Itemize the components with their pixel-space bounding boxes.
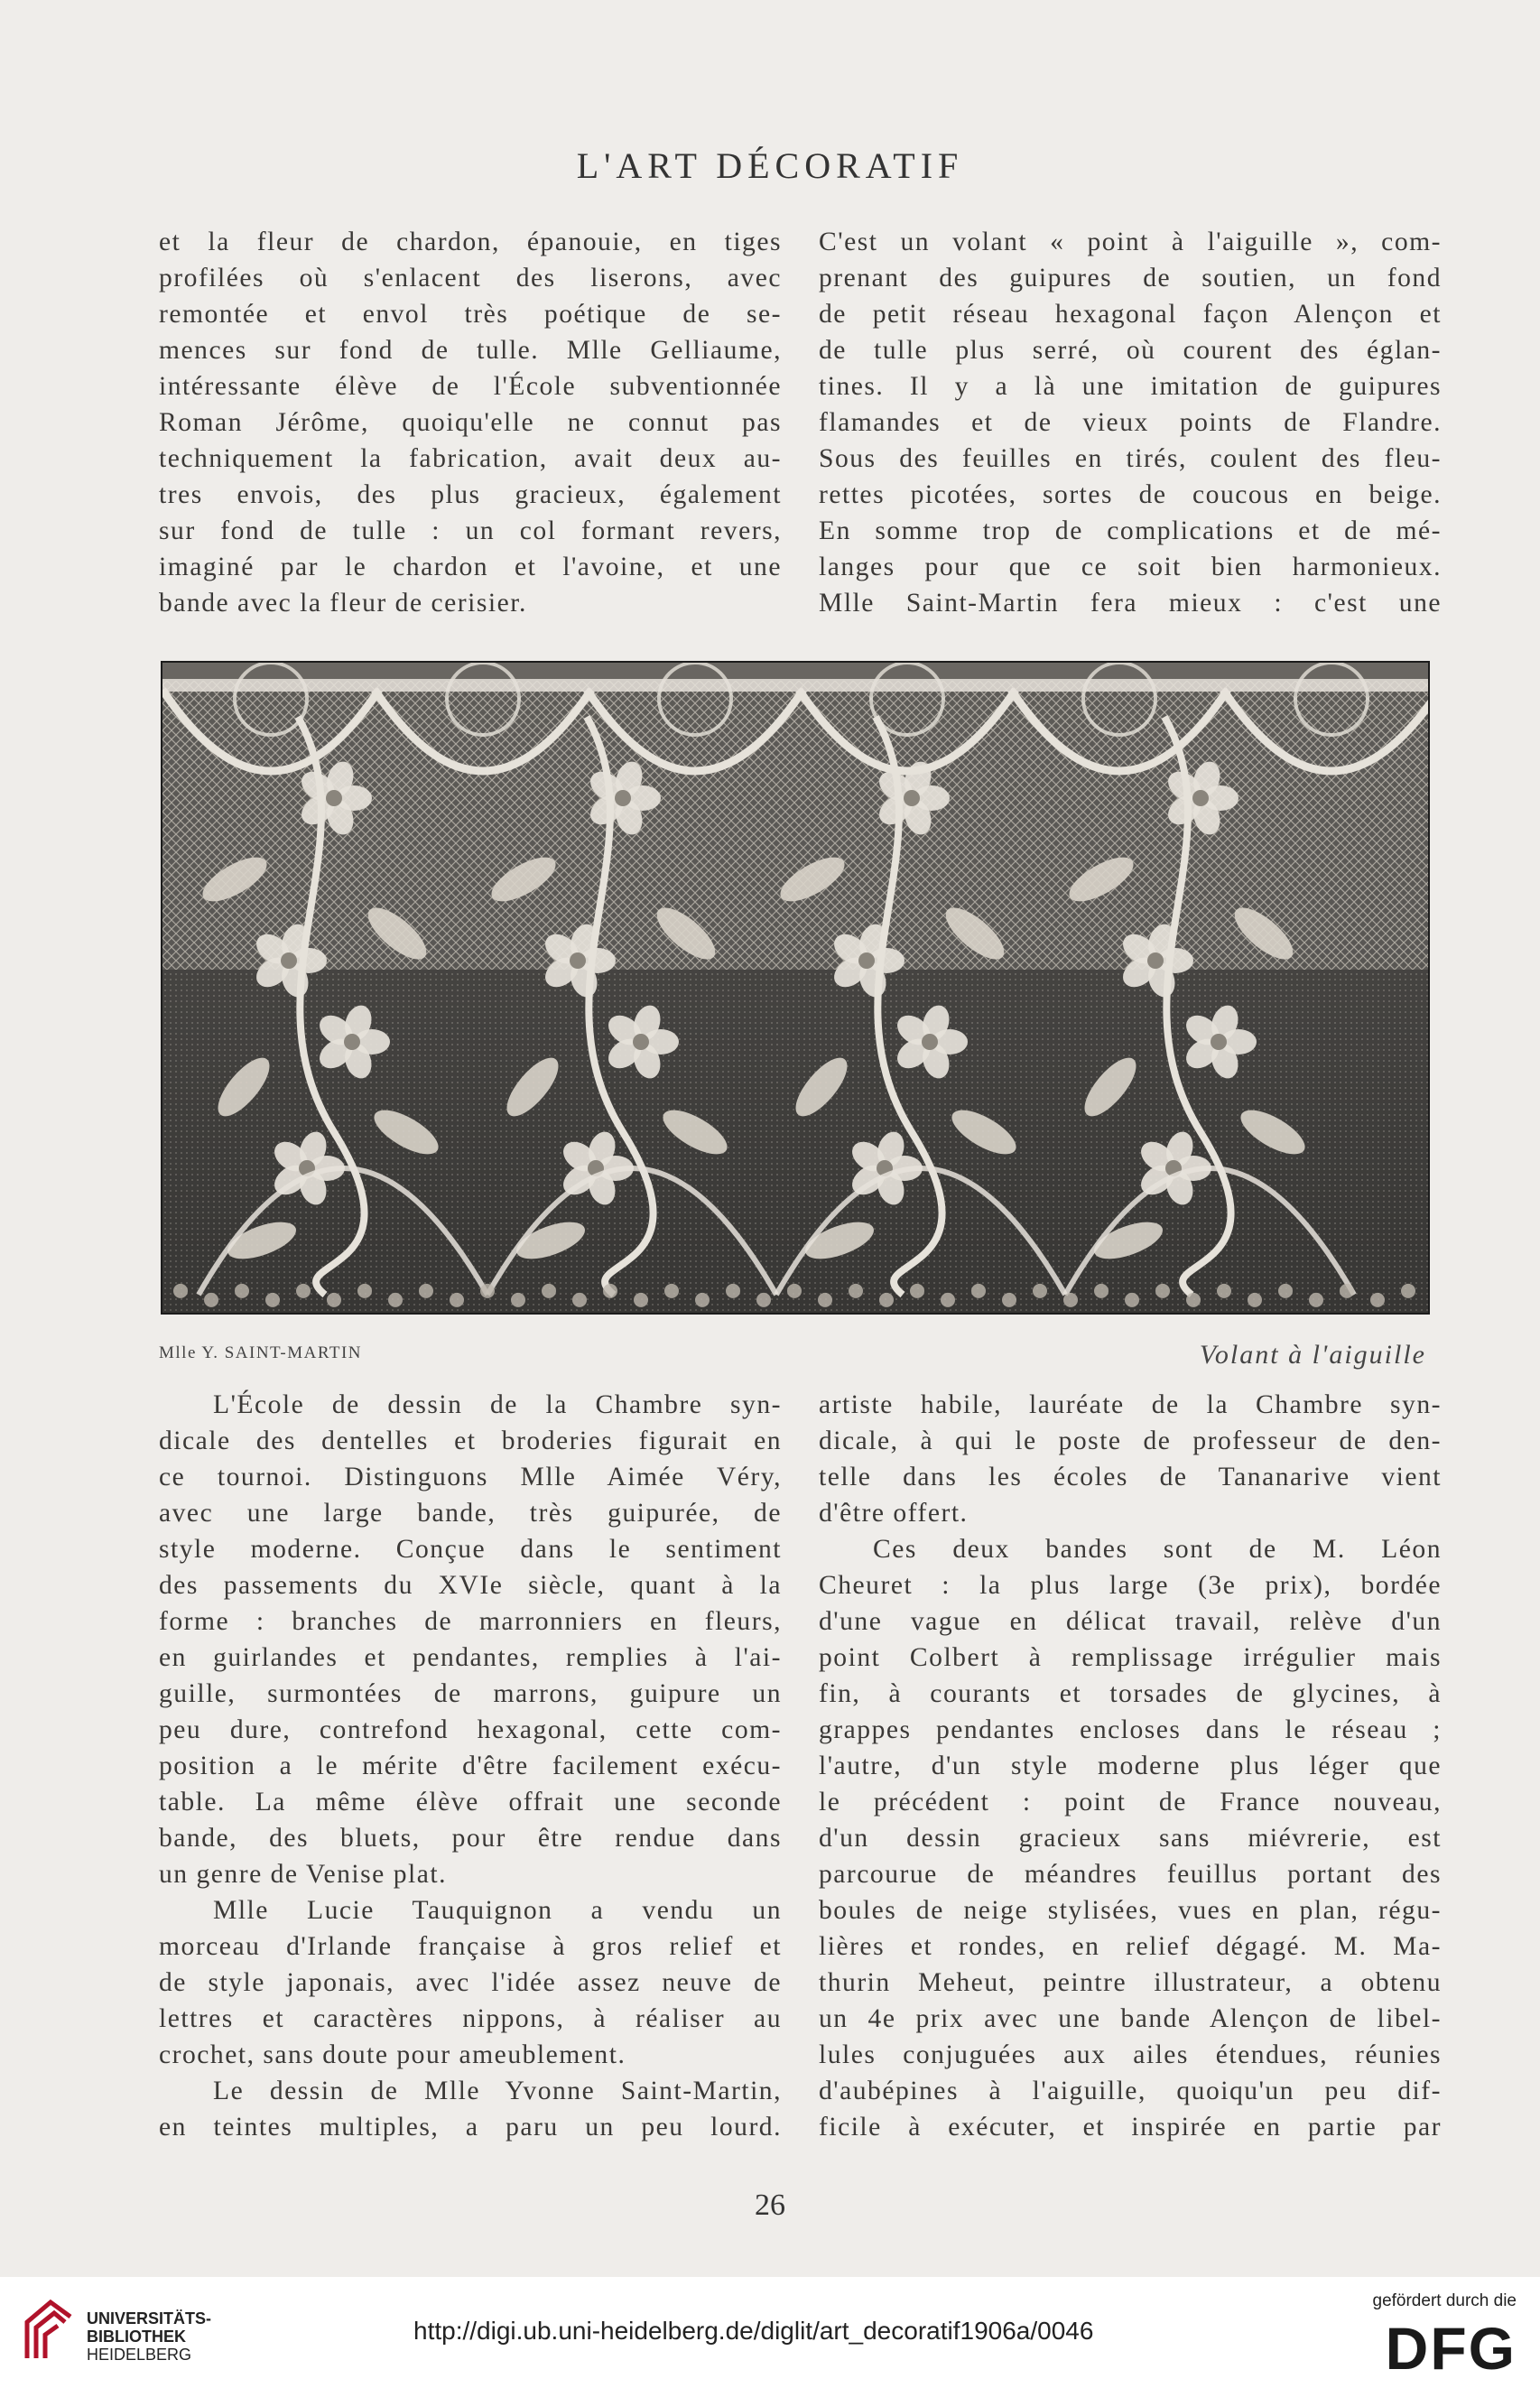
library-name — [87, 2309, 211, 2364]
lace-floret — [1094, 1284, 1109, 1298]
lace-floret — [1278, 1284, 1293, 1298]
text-line: Mlle Lucie Tauquignon a vendu un — [213, 1896, 782, 1925]
text-line: ce tournoi. Distinguons Mlle Aimée Véry, — [159, 1463, 782, 1491]
text-line: mences sur fond de tulle. Mlle Gelliaume, — [159, 336, 782, 365]
column-top-right — [819, 224, 1442, 621]
lace-flower-center — [344, 1034, 360, 1050]
lace-floret — [695, 1293, 710, 1307]
text-line: dicale, à qui le poste de professeur de den- — [819, 1426, 1442, 1455]
lace-photograph — [161, 661, 1430, 1315]
text-line: guille, surmontées de marrons, guipure un — [159, 1679, 782, 1708]
lace-floret — [1340, 1284, 1354, 1298]
lace-floret — [849, 1284, 863, 1298]
text-line: d'aubépines à l'aiguille, quoiqu'un peu dif- — [819, 2077, 1442, 2105]
column-bottom-right — [819, 1387, 1442, 2145]
text-line: remontée et envol très poétique de se- — [159, 300, 782, 329]
text-line: flamandes et de vieux points de Flandre. — [819, 408, 1442, 437]
text-line: table. La même élève offrait une seconde — [159, 1788, 782, 1817]
dfg-logo: DFG — [1385, 2315, 1517, 2382]
lace-floret — [787, 1284, 802, 1298]
lace-floret — [173, 1284, 188, 1298]
text-line: dicale des dentelles et broderies figurait en — [159, 1426, 782, 1455]
text-line: le précédent : point de France nouveau, — [819, 1788, 1442, 1817]
text-line: langes pour que ce soit bien harmonieux. — [819, 553, 1442, 581]
viewer-footer — [0, 2277, 1540, 2388]
lace-floret — [603, 1284, 617, 1298]
text-line: tres envois, des plus gracieux, également — [159, 480, 782, 509]
column-top-left — [159, 224, 782, 621]
lace-floret — [910, 1284, 924, 1298]
lace-illustration — [162, 663, 1428, 1313]
lace-floret — [204, 1293, 218, 1307]
lace-flower-center — [1211, 1034, 1227, 1050]
text-line: bande avec la fleur de cerisier. — [159, 589, 527, 618]
lace-flower-center — [615, 790, 631, 806]
text-line: techniquement la fabrication, avait deux au- — [159, 444, 782, 473]
lace-floret — [388, 1293, 403, 1307]
text-line: parcourue de méandres feuillus portant des — [819, 1860, 1442, 1889]
running-header: L'ART DÉCORATIF — [576, 145, 964, 186]
text-line: En somme trop de complications et de mé- — [819, 516, 1442, 545]
text-line: Sous des feuilles en tirés, coulent des fleu- — [819, 444, 1442, 473]
text-line: bande, des bluets, pour être rendue dans — [159, 1824, 782, 1853]
lace-floret — [1370, 1293, 1385, 1307]
text-line: L'École de dessin de la Chambre syn- — [213, 1390, 782, 1419]
lace-floret — [941, 1293, 955, 1307]
lace-floret — [1309, 1293, 1323, 1307]
lace-floret — [296, 1284, 311, 1298]
lace-floret — [1125, 1293, 1139, 1307]
lace-floret — [971, 1284, 986, 1298]
lace-floret — [327, 1293, 341, 1307]
page-number: 26 — [755, 2188, 785, 2222]
text-line: un genre de Venise plat. — [159, 1860, 447, 1889]
lace-floret — [1033, 1284, 1047, 1298]
text-line: C'est un volant « point à l'aiguille », com- — [819, 228, 1442, 256]
text-line: grappes pendantes encloses dans le réseau ; — [819, 1715, 1442, 1744]
lace-flower-center — [570, 952, 586, 969]
lace-floret — [419, 1284, 433, 1298]
lace-flower-center — [1192, 790, 1209, 806]
lace-flower-center — [904, 790, 920, 806]
lace-floret — [726, 1284, 740, 1298]
text-line: de petit réseau hexagonal façon Alençon et — [819, 300, 1442, 329]
text-line: rettes picotées, sortes de coucous en beige. — [819, 480, 1442, 509]
lace-floret — [480, 1284, 495, 1298]
lace-floret — [450, 1293, 464, 1307]
lace-floret — [1186, 1293, 1201, 1307]
text-line: tines. Il y a là une imitation de guipures — [819, 372, 1442, 401]
text-line: lières et rondes, en relief dégagé. M. Ma- — [819, 1932, 1442, 1961]
text-line: lules conjuguées aux ailes étendues, réunies — [819, 2040, 1442, 2069]
library-line-3: HEIDELBERG — [87, 2346, 192, 2364]
text-line: Mlle Saint-Martin fera mieux : c'est une — [819, 589, 1442, 618]
lace-flower-center — [326, 790, 342, 806]
text-line: point Colbert à remplissage irrégulier mais — [819, 1643, 1442, 1672]
text-line: prenant des guipures de soutien, un fond — [819, 264, 1442, 293]
lace-floret — [1063, 1293, 1078, 1307]
text-line: d'un dessin gracieux sans miévrerie, est — [819, 1824, 1442, 1853]
text-line: d'une vague en délicat travail, relève d'un — [819, 1607, 1442, 1636]
text-line: avec une large bande, très guipurée, de — [159, 1499, 782, 1528]
text-line: boules de neige stylisées, vues en plan, régu- — [819, 1896, 1442, 1925]
lace-floret — [879, 1293, 894, 1307]
text-line: d'être offert. — [819, 1499, 969, 1528]
lace-top-edge — [162, 679, 1428, 692]
text-line: artiste habile, lauréate de la Chambre syn- — [819, 1390, 1442, 1419]
text-line: fin, à courants et torsades de glycines, à — [819, 1679, 1442, 1708]
text-line: peu dure, contrefond hexagonal, cette com- — [159, 1715, 782, 1744]
lace-floret — [1401, 1284, 1415, 1298]
lace-flower-center — [922, 1034, 938, 1050]
lace-floret — [1002, 1293, 1016, 1307]
text-line: intéressante élève de l'École subventionnée — [159, 372, 782, 401]
text-line: forme : branches de marronniers en fleurs, — [159, 1607, 782, 1636]
text-line: imaginé par le chardon et l'avoine, et une — [159, 553, 782, 581]
lace-flower-center — [281, 952, 297, 969]
text-line: Le dessin de Mlle Yvonne Saint-Martin, — [213, 2077, 782, 2105]
text-line: Ces deux bandes sont de M. Léon — [873, 1535, 1442, 1564]
text-line: style moderne. Conçue dans le sentiment — [159, 1535, 782, 1564]
lace-floret — [542, 1284, 556, 1298]
lace-floret — [1217, 1284, 1231, 1298]
text-line: Cheuret : la plus large (3e prix), bordée — [819, 1571, 1442, 1600]
lace-floret — [664, 1284, 679, 1298]
text-line: un 4e prix avec une bande Alençon de libel- — [819, 2004, 1442, 2033]
caption-author: Mlle Y. SAINT-MARTIN — [159, 1343, 363, 1362]
caption-title: Volant à l'aiguille — [1199, 1340, 1426, 1370]
text-line: telle dans les écoles de Tananarive vient — [819, 1463, 1442, 1491]
text-line: morceau d'Irlande française à gros relief et — [159, 1932, 782, 1961]
text-line: de tulle plus serré, où courent des églan- — [819, 336, 1442, 365]
lace-floret — [572, 1293, 587, 1307]
lace-flower-center — [858, 952, 875, 969]
lace-floret — [634, 1293, 648, 1307]
text-line: lettres et caractères nippons, à réaliser au — [159, 2004, 782, 2033]
text-line: et la fleur de chardon, épanouie, en tiges — [159, 228, 782, 256]
text-line: Roman Jérôme, quoiqu'elle ne connut pas — [159, 408, 782, 437]
library-line-2: BIBLIOTHEK — [87, 2328, 186, 2346]
university-library-logo-icon — [20, 2295, 78, 2365]
text-line: en guirlandes et pendantes, remplies à l'ai- — [159, 1643, 782, 1672]
text-line: sur fond de tulle : un col formant revers, — [159, 516, 782, 545]
text-line: ficile à exécuter, et inspirée en partie par — [819, 2113, 1442, 2142]
lace-floret — [1248, 1293, 1262, 1307]
text-line: profilées où s'enlacent des liserons, avec — [159, 264, 782, 293]
text-line: thurin Meheut, peintre illustrateur, a obtenu — [819, 1968, 1442, 1997]
funder-label: gefördert durch die — [1372, 2291, 1517, 2310]
lace-floret — [818, 1293, 832, 1307]
library-line-1: UNIVERSITÄTS- — [87, 2309, 212, 2328]
column-bottom-left — [159, 1387, 782, 2145]
lace-floret — [756, 1293, 771, 1307]
lace-flower-center — [633, 1034, 649, 1050]
lace-floret — [511, 1293, 525, 1307]
text-line: en teintes multiples, a paru un peu lourd. — [159, 2113, 782, 2142]
text-line: crochet, sans doute pour ameublement. — [159, 2040, 626, 2069]
lace-floret — [235, 1284, 249, 1298]
lace-floret — [265, 1293, 280, 1307]
permalink-url[interactable]: http://digi.ub.uni-heidelberg.de/diglit/art_decoratif1906a/0046 — [413, 2317, 1094, 2345]
text-line: l'autre, d'un style moderne plus léger que — [819, 1752, 1442, 1780]
text-line: de style japonais, avec l'idée assez neuve de — [159, 1968, 782, 1997]
lace-floret — [1155, 1284, 1170, 1298]
lace-flower-center — [1147, 952, 1164, 969]
text-line: position a le mérite d'être facilement exécu- — [159, 1752, 782, 1780]
lace-floret — [357, 1284, 372, 1298]
text-line: des passements du XVIe siècle, quant à la — [159, 1571, 782, 1600]
